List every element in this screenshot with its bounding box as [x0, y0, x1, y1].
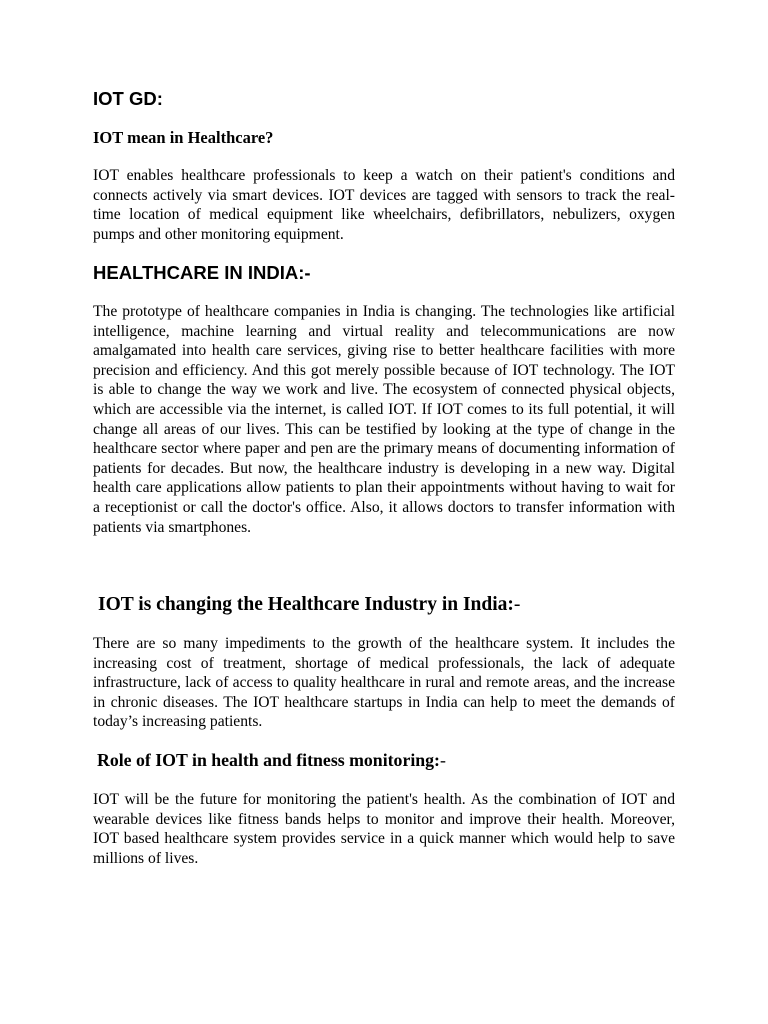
- document-title: IOT GD:: [93, 88, 163, 109]
- section-heading-role-of-iot: [97, 750, 446, 771]
- section-heading-healthcare-india: HEALTHCARE IN INDIA:-: [93, 262, 311, 283]
- section-heading-iot-changing-text: IOT is changing the Healthcare Industry in India:: [98, 594, 514, 615]
- section-body-iot-mean: IOT enables healthcare professionals to keep a watch on their patient's conditions and connects actively via smart devices. IOT devices are tagged with sensors to track the real-time location of medical equipment like wheelchairs, defibrillators, nebulizers, oxygen pumps and other monitoring equipment.: [93, 167, 675, 243]
- section-heading-role-of-iot-tail: -: [439, 750, 446, 770]
- section-heading-iot-changing: [98, 594, 520, 616]
- section-body-role-of-iot: IOT will be the future for monitoring the patient's health. As the combination of IOT and wearable devices like fitness bands helps to monitor and improve their health. Moreover, IOT based healthcare system provides service in a quick manner which would help to save millions of lives.: [93, 791, 675, 867]
- section-heading-iot-mean: IOT mean in Healthcare?: [93, 128, 274, 147]
- section-heading-iot-changing-tail: -: [513, 594, 521, 615]
- section-heading-role-of-iot-text: Role of IOT in health and fitness monitoring:: [97, 750, 440, 770]
- section-body-iot-changing: There are so many impediments to the growth of the healthcare system. It includes the increasing cost of treatment, shortage of medical professionals, the lack of adequate infrastructure, lack of access to quality healthcare in rural and remote areas, and the increase in chronic diseases. The IOT healthcare startups in India can help to meet the demands of today’s increasing patients.: [93, 635, 675, 731]
- section-body-healthcare-india: The prototype of healthcare companies in India is changing. The technologies like artificial intelligence, machine learning and virtual reality and telecommunications are now amalgamated into health care services, giving rise to better healthcare facilities with more precision and efficiency. And this got merely possible because of IOT technology. The IOT is able to change the way we work and live. The ecosystem of connected physical objects, which are accessible via the internet, is called IOT. If IOT comes to its full potential, it will change all areas of our lives. This can be testified by looking at the type of change in the healthcare sector where paper and pen are the primary means of documenting information of patients for decades. But now, the healthcare industry is developing in a new way. Digital health care applications allow patients to plan their appointments without having to wait for a receptionist or call the doctor's office. Also, it allows doctors to transfer information with patients via smartphones.: [93, 303, 675, 536]
